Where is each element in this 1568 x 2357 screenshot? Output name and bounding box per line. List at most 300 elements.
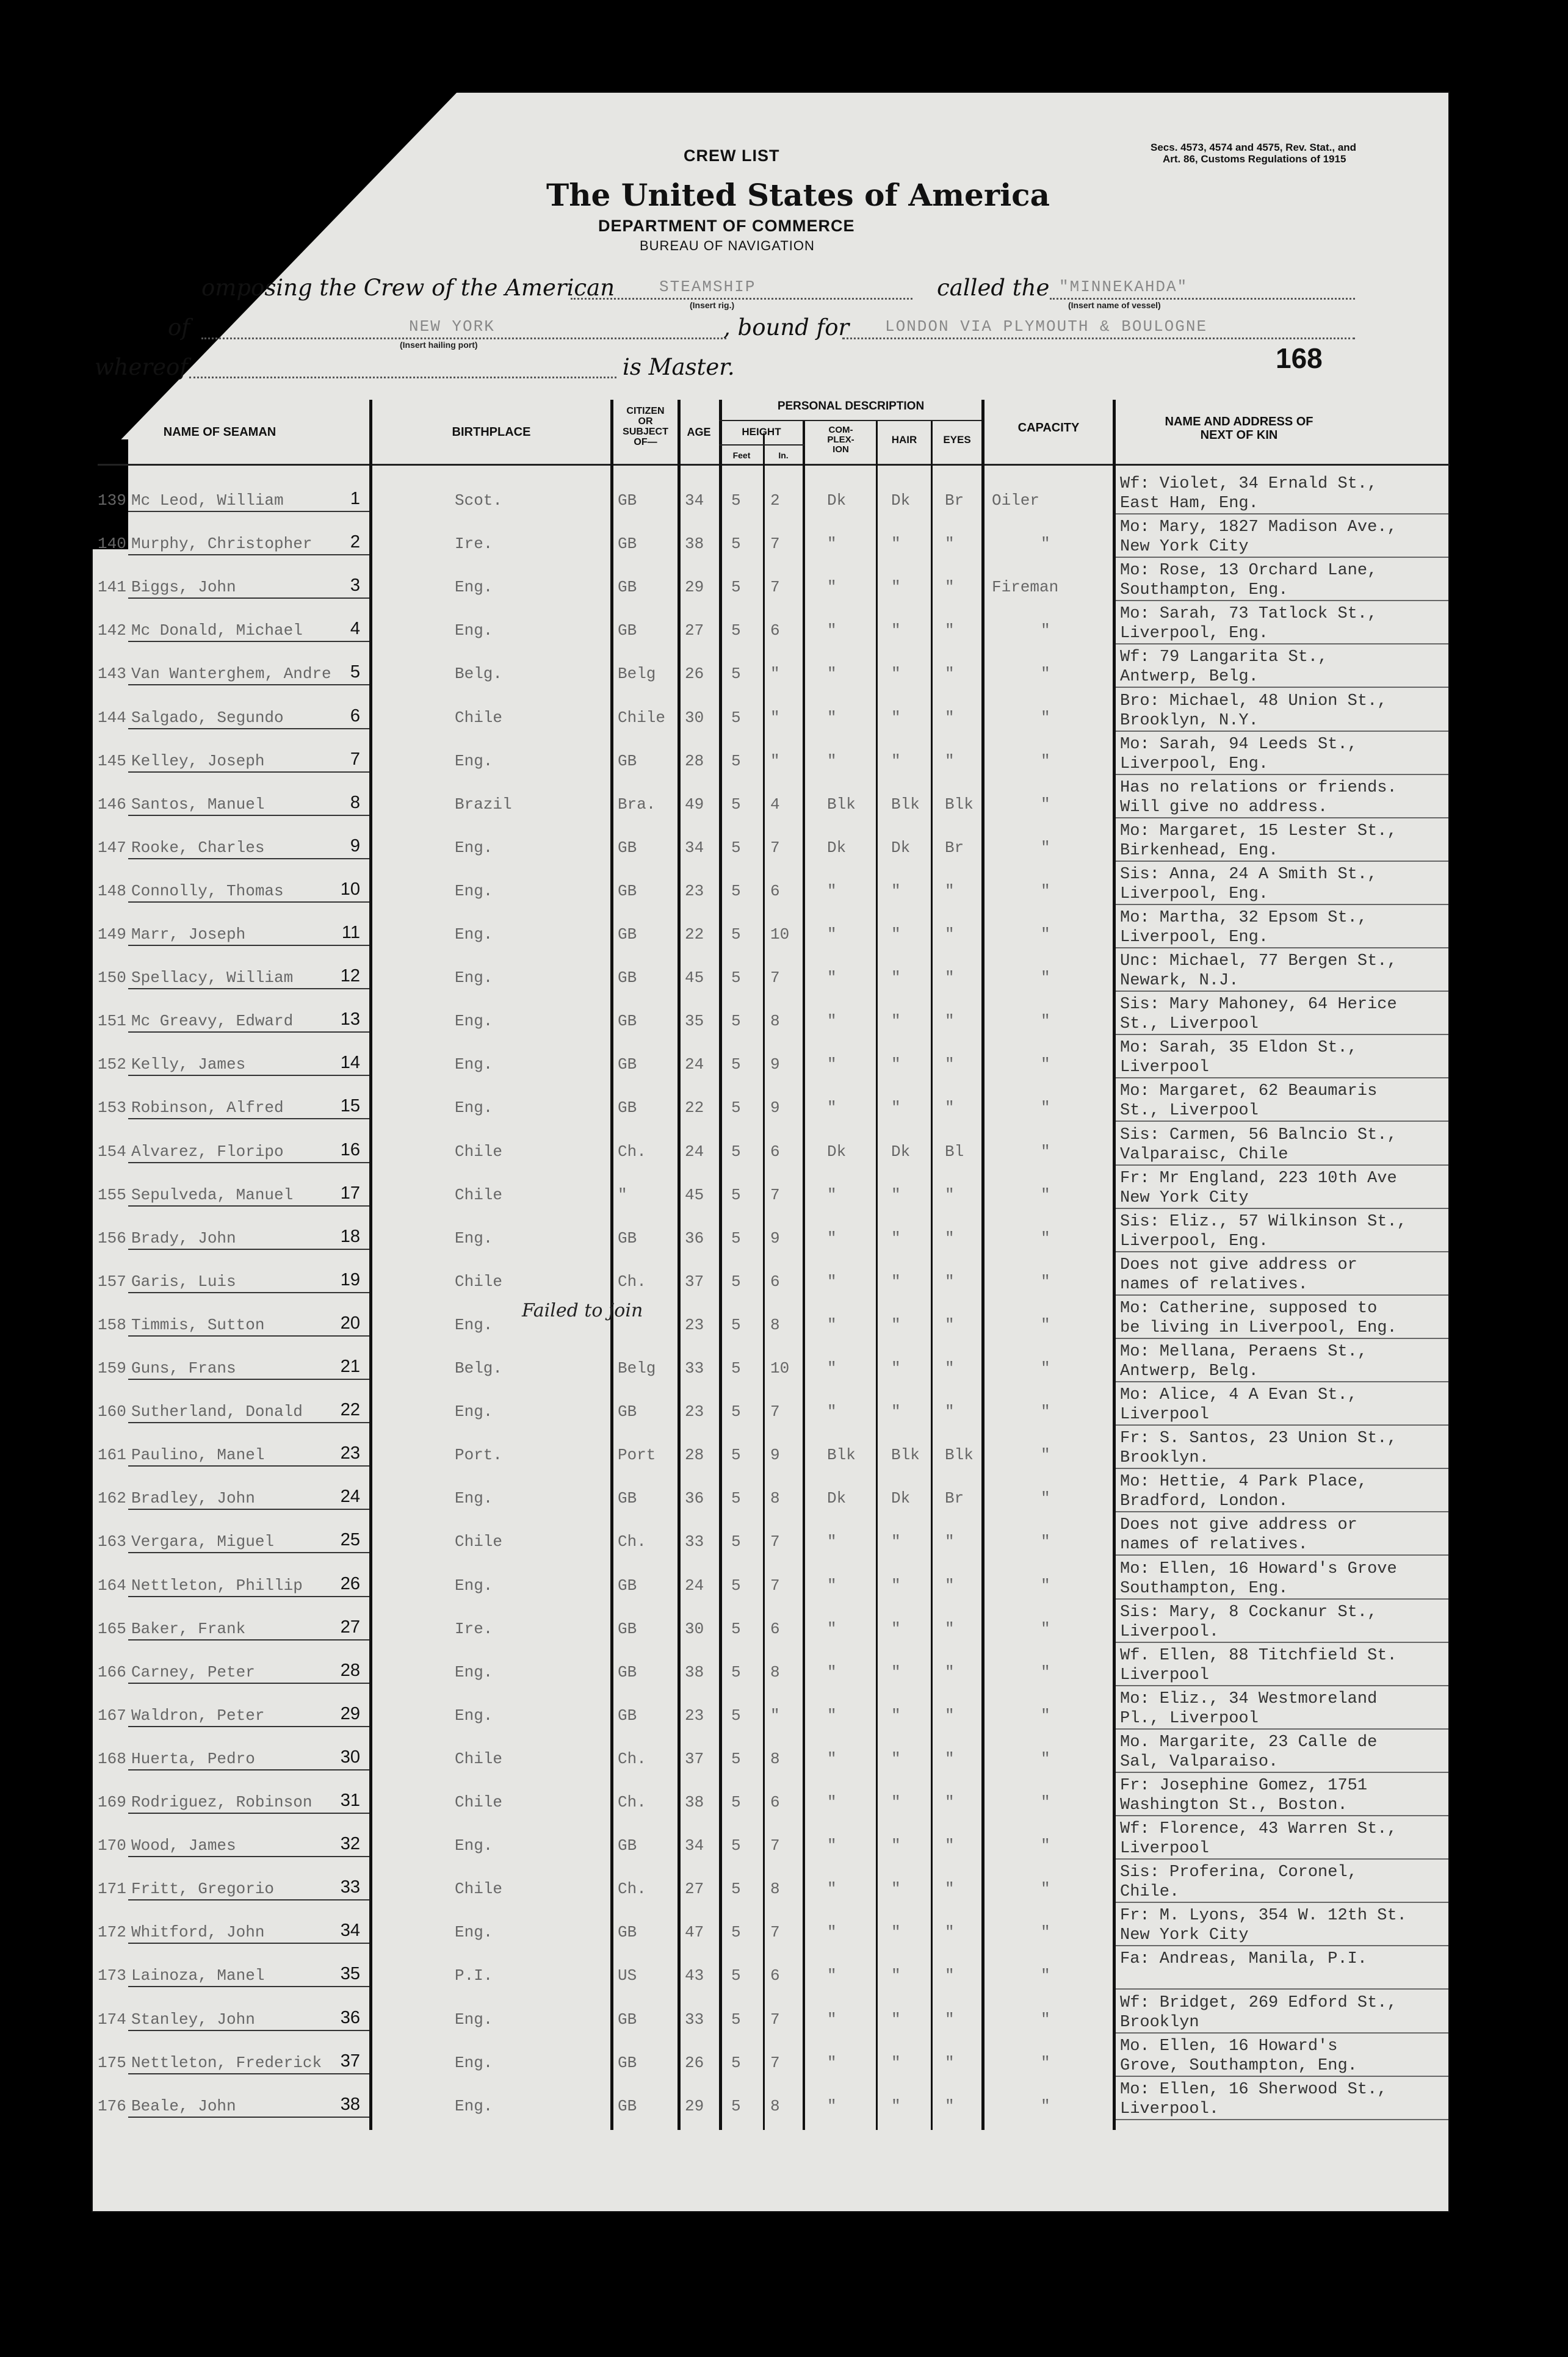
rig-underline <box>571 298 912 300</box>
height-inches: 8 <box>770 1880 780 1899</box>
height-feet: 5 <box>731 1793 741 1811</box>
eyes: " <box>945 1099 955 1117</box>
height-feet: 5 <box>731 1880 741 1899</box>
height-inches: 6 <box>770 1966 780 1985</box>
line3-master: is Master. <box>623 354 735 380</box>
citizen-of: Ch. <box>618 1272 646 1291</box>
hair: " <box>891 1532 901 1551</box>
kin-row-rule <box>1116 1945 1448 1946</box>
height-feet: 5 <box>731 1272 741 1291</box>
row-number: 8 <box>350 792 360 812</box>
birthplace: Port. <box>455 1446 503 1465</box>
age: 36 <box>685 1489 704 1508</box>
age: 23 <box>685 1402 704 1421</box>
row-rule <box>128 1683 369 1684</box>
height-feet: 5 <box>731 1315 741 1334</box>
birthplace: Chile <box>455 1880 503 1899</box>
age: 27 <box>685 1880 704 1899</box>
next-of-kin <box>1120 1689 1377 1728</box>
next-of-kin <box>1120 561 1377 600</box>
citizen-of: Ch. <box>618 1793 646 1811</box>
birthplace: Eng. <box>455 1012 493 1031</box>
seaman-name: Garis, Luis <box>131 1272 236 1291</box>
eyes: Br <box>945 491 964 510</box>
row-number: 17 <box>340 1183 360 1203</box>
citizen-of: GB <box>618 1402 637 1421</box>
birthplace: Ire. <box>455 535 493 554</box>
kin-1-line: Mo: Sarah, 73 Tatlock St., <box>1120 605 1378 624</box>
kin-2-line: Pl., Liverpool <box>1120 1709 1259 1728</box>
next-of-kin <box>1120 691 1387 731</box>
kin-1-line: Mo: Margaret, 15 Lester St., <box>1120 821 1397 840</box>
birthplace: Eng. <box>455 1576 493 1595</box>
capacity: " <box>1041 1619 1050 1638</box>
complexion: " <box>827 2053 837 2072</box>
row-rule <box>128 1899 369 1900</box>
birthplace: Eng. <box>455 1402 493 1421</box>
row-entry-number: 162 <box>98 1489 126 1508</box>
hair: " <box>891 1749 901 1768</box>
next-of-kin <box>1120 1212 1407 1251</box>
next-of-kin <box>1120 1038 1357 1077</box>
next-of-kin <box>1120 865 1377 904</box>
birthplace: Eng. <box>455 1706 493 1725</box>
kin-2-line: Will give no address. <box>1120 798 1328 817</box>
citizen-of: GB <box>618 1576 637 1595</box>
row-entry-number: 148 <box>98 881 126 900</box>
height-inches: 10 <box>770 925 790 944</box>
kin-1-line: Mo: Catherine, supposed to <box>1120 1299 1378 1318</box>
height-feet: 5 <box>731 1185 741 1204</box>
capacity: " <box>1041 665 1050 684</box>
line2-prefix: of <box>168 314 190 341</box>
height-feet: 5 <box>731 1402 741 1421</box>
hair: " <box>891 751 901 770</box>
birthplace: Belg. <box>455 1359 503 1377</box>
eyes: " <box>945 1923 955 1942</box>
row-entry-number: 154 <box>98 1142 126 1161</box>
height-inches: 9 <box>770 1446 780 1465</box>
kin-row-rule <box>1116 2119 1448 2120</box>
complexion: " <box>827 1619 837 1638</box>
kin-2-line: Newark, N.J. <box>1120 972 1239 991</box>
height-inches: " <box>770 708 780 727</box>
complexion: Blk <box>827 1446 856 1465</box>
kin-1-line: Fr: Mr England, 223 10th Ave <box>1120 1169 1397 1188</box>
citizen-of: GB <box>618 1229 637 1247</box>
birthplace: Eng. <box>455 838 493 857</box>
next-of-kin <box>1120 1429 1397 1468</box>
kin-row-rule <box>1116 1685 1448 1686</box>
next-of-kin <box>1120 1776 1367 1815</box>
kin-1-line: Does not give address or <box>1120 1255 1357 1274</box>
age: 28 <box>685 751 704 770</box>
height-feet: 5 <box>731 1012 741 1031</box>
birthplace: Ire. <box>455 1619 493 1638</box>
row-rule <box>128 1509 369 1510</box>
row-number: 5 <box>350 662 360 682</box>
hair: Blk <box>891 1446 920 1465</box>
height-feet: 5 <box>731 2010 741 2029</box>
seaman-name: Sutherland, Donald <box>131 1402 303 1421</box>
seaman-name: Biggs, John <box>131 578 236 597</box>
row-number: 26 <box>340 1573 360 1594</box>
next-of-kin <box>1120 908 1367 947</box>
height-inches: 10 <box>770 1359 790 1377</box>
complexion: " <box>827 1315 837 1334</box>
hair: " <box>891 1099 901 1117</box>
birthplace: Scot. <box>455 491 503 510</box>
complexion: Dk <box>827 1142 847 1161</box>
complexion: " <box>827 1012 837 1031</box>
complexion: " <box>827 1836 837 1855</box>
regs-line-2: Art. 86, Customs Regulations of 1915 <box>1163 153 1346 165</box>
height-inches: 6 <box>770 881 780 900</box>
capacity: " <box>1041 1489 1050 1508</box>
citizen-of: GB <box>618 535 637 554</box>
row-rule <box>128 1335 369 1337</box>
eyes: " <box>945 1706 955 1725</box>
row-entry-number: 145 <box>98 751 126 770</box>
kin-1-line: Mo: Mary, 1827 Madison Ave., <box>1120 518 1397 537</box>
row-entry-number: 153 <box>98 1099 126 1117</box>
capacity: " <box>1041 1012 1050 1031</box>
hair: " <box>891 2096 901 2115</box>
regulations-note <box>1151 142 1407 165</box>
birthplace: Eng. <box>455 1662 493 1681</box>
hair: " <box>891 1880 901 1899</box>
age: 22 <box>685 1099 704 1117</box>
kin-row-rule <box>1116 861 1448 862</box>
port-note: (Insert hailing port) <box>400 340 478 350</box>
row-rule <box>128 728 369 729</box>
height-feet: 5 <box>731 2053 741 2072</box>
birthplace: Chile <box>455 1142 503 1161</box>
row-entry-number: 163 <box>98 1532 126 1551</box>
age: 38 <box>685 1793 704 1811</box>
kin-2-line: Antwerp, Belg. <box>1120 668 1259 687</box>
citizen-of: GB <box>618 1923 637 1942</box>
row-number: 6 <box>350 706 360 726</box>
row-entry-number: 152 <box>98 1055 126 1074</box>
kin-2-line: Chile. <box>1120 1883 1180 1902</box>
height-inches: 6 <box>770 1142 780 1161</box>
next-of-kin <box>1120 1559 1397 1598</box>
row-rule <box>128 554 369 555</box>
citizen-of: Belg <box>618 665 656 684</box>
row-number: 28 <box>340 1660 360 1680</box>
row-number: 22 <box>340 1400 360 1420</box>
hair: " <box>891 1662 901 1681</box>
seaman-name: Mc Greavy, Edward <box>131 1012 294 1031</box>
capacity: Fireman <box>992 578 1059 597</box>
birthplace: Eng. <box>455 621 493 640</box>
kin-1-line: Mo. Margarite, 23 Calle de <box>1120 1733 1378 1752</box>
height-inches: 7 <box>770 2010 780 2029</box>
height-rule <box>719 444 804 446</box>
col-header-complexion <box>806 425 876 455</box>
capacity: " <box>1041 1446 1050 1465</box>
next-of-kin <box>1120 1125 1397 1164</box>
citizen-of: GB <box>618 621 637 640</box>
next-of-kin <box>1120 778 1397 817</box>
seaman-name: Van Wanterghem, Andre <box>131 665 331 684</box>
capacity: " <box>1041 535 1050 554</box>
complexion: " <box>827 1402 837 1421</box>
eyes: " <box>945 1272 955 1291</box>
eyes: " <box>945 925 955 944</box>
age: 23 <box>685 1315 704 1334</box>
capacity: " <box>1041 1706 1050 1725</box>
height-feet: 5 <box>731 1229 741 1247</box>
citizen-of: GB <box>618 1619 637 1638</box>
next-of-kin <box>1120 518 1397 557</box>
row-entry-number: 167 <box>98 1706 126 1725</box>
seaman-name: Timmis, Sutton <box>131 1315 265 1334</box>
height-feet: 5 <box>731 925 741 944</box>
row-rule <box>128 641 369 642</box>
kin-2-line: Liverpool. <box>1120 2099 1219 2118</box>
kin-2-line: Valparaisc, Chile <box>1120 1145 1288 1164</box>
row-number: 18 <box>340 1226 360 1246</box>
row-entry-number: 150 <box>98 969 126 987</box>
capacity: " <box>1041 2010 1050 2029</box>
capacity: " <box>1041 1055 1050 1074</box>
hair: Dk <box>891 1142 911 1161</box>
kin-2-line: Liverpool, Eng. <box>1120 754 1269 773</box>
next-of-kin <box>1120 474 1377 513</box>
next-of-kin <box>1120 648 1328 687</box>
citizen-of: " <box>618 1185 627 1204</box>
height-inches: " <box>770 751 780 770</box>
eyes: " <box>945 1662 955 1681</box>
birthplace: Belg. <box>455 665 503 684</box>
complexion: " <box>827 925 837 944</box>
row-number: 21 <box>340 1357 360 1376</box>
row-entry-number: 161 <box>98 1446 126 1465</box>
height-feet: 5 <box>731 1706 741 1725</box>
row-rule <box>128 988 369 989</box>
row-number: 16 <box>340 1139 360 1160</box>
height-feet: 5 <box>731 535 741 554</box>
col-header-hair: HAIR <box>891 434 917 446</box>
next-of-kin <box>1120 1255 1357 1294</box>
age: 33 <box>685 1359 704 1377</box>
col-header-personal: PERSONAL DESCRIPTION <box>777 400 925 413</box>
complexion: " <box>827 665 837 684</box>
citizen-of: GB <box>618 1012 637 1031</box>
height-inches: 9 <box>770 1055 780 1074</box>
row-number: 7 <box>350 749 360 769</box>
citizen-of: GB <box>618 969 637 987</box>
seaman-name: Baker, Frank <box>131 1619 246 1638</box>
kin-2-line: Grove, Southampton, Eng. <box>1120 2056 1357 2075</box>
department-title: DEPARTMENT OF COMMERCE <box>598 217 855 235</box>
height-feet: 5 <box>731 969 741 987</box>
height-feet: 5 <box>731 1142 741 1161</box>
citizen-of: GB <box>618 1706 637 1725</box>
seaman-name: Murphy, Christopher <box>131 535 313 554</box>
capacity: " <box>1041 1272 1050 1291</box>
citizen-of: Port <box>618 1446 656 1465</box>
kin-2-line: Birkenhead, Eng. <box>1120 841 1279 860</box>
seaman-name: Nettleton, Frederick <box>131 2053 322 2072</box>
next-of-kin <box>1120 1081 1377 1121</box>
crew-list-title: CREW LIST <box>684 146 780 165</box>
eyes: " <box>945 1619 955 1638</box>
row-number: 10 <box>340 879 360 899</box>
complexion: " <box>827 751 837 770</box>
height-inches: 7 <box>770 535 780 554</box>
row-rule <box>128 1205 369 1207</box>
kin-row-rule <box>1116 1424 1448 1426</box>
age: 24 <box>685 1142 704 1161</box>
kin-2-line: Liverpool, Eng. <box>1120 624 1269 643</box>
complexion: " <box>827 578 837 597</box>
kin-row-rule <box>1116 947 1448 948</box>
eyes: " <box>945 1402 955 1421</box>
seaman-name: Robinson, Alfred <box>131 1099 284 1117</box>
height-inches: 7 <box>770 969 780 987</box>
kin-2-line: names of relatives. <box>1120 1275 1308 1294</box>
complexion: " <box>827 1706 837 1725</box>
capacity: " <box>1041 1749 1050 1768</box>
citizen-of: GB <box>618 838 637 857</box>
seaman-name: Kelly, James <box>131 1055 246 1074</box>
seaman-name: Lainoza, Manel <box>131 1966 265 1985</box>
capacity: " <box>1041 1185 1050 1204</box>
birthplace: Eng. <box>455 751 493 770</box>
capacity: " <box>1041 1793 1050 1811</box>
col-divider-capacity <box>1113 400 1116 2130</box>
birthplace: P.I. <box>455 1966 493 1985</box>
birthplace: Eng. <box>455 2010 493 2029</box>
complexion: " <box>827 1749 837 1768</box>
master-underline <box>189 377 616 378</box>
hair: " <box>891 2053 901 2072</box>
hair: " <box>891 1402 901 1421</box>
hair: " <box>891 1706 901 1725</box>
kin-row-rule <box>1116 2032 1448 2034</box>
seaman-name: Guns, Frans <box>131 1359 236 1377</box>
kin-1-line: Wf: Bridget, 269 Edford St., <box>1120 1993 1397 2012</box>
row-entry-number: 140 <box>98 535 126 554</box>
row-number: 33 <box>340 1877 360 1897</box>
kin-1-line: Has no relations or friends. <box>1120 778 1397 797</box>
row-number: 35 <box>340 1964 360 1984</box>
height-inches: 8 <box>770 1012 780 1031</box>
row-rule <box>128 1118 369 1119</box>
capacity: " <box>1041 708 1050 727</box>
row-number: 20 <box>340 1313 360 1333</box>
row-entry-number: 159 <box>98 1359 126 1377</box>
row-entry-number: 149 <box>98 925 126 944</box>
kin-1-line: Sis: Mary Mahoney, 64 Herice <box>1120 995 1397 1014</box>
height-inches: 6 <box>770 621 780 640</box>
hair: " <box>891 2010 901 2029</box>
next-of-kin <box>1120 1515 1357 1554</box>
kin-2-line: Liverpool, Eng. <box>1120 928 1269 947</box>
birthplace: Eng. <box>455 1229 493 1247</box>
complexion: Dk <box>827 1489 847 1508</box>
age: 24 <box>685 1576 704 1595</box>
height-inches: 7 <box>770 1402 780 1421</box>
kin-2-line: Liverpool, Eng. <box>1120 1232 1269 1251</box>
row-entry-number: 151 <box>98 1012 126 1031</box>
col-divider-height <box>803 421 805 2130</box>
row-entry-number: 142 <box>98 621 126 640</box>
kin-2-line: New York City <box>1120 1188 1249 1207</box>
height-inches: " <box>770 665 780 684</box>
birthplace: Eng. <box>455 1055 493 1074</box>
seaman-name: Vergara, Miguel <box>131 1532 275 1551</box>
line3-prefix: whereof <box>95 354 188 380</box>
hair: " <box>891 1966 901 1985</box>
col-divider-complexion <box>876 421 878 2130</box>
destination-underline <box>842 337 1355 339</box>
height-inches: 8 <box>770 1662 780 1681</box>
row-entry-number: 155 <box>98 1185 126 1204</box>
hair: " <box>891 1012 901 1031</box>
row-number: 32 <box>340 1834 360 1854</box>
eyes: " <box>945 2010 955 2029</box>
kin-2-line: New York City <box>1120 1926 1249 1945</box>
col-header-citizen <box>613 406 677 447</box>
seaman-name: Spellacy, William <box>131 969 294 987</box>
kin-row-rule <box>1116 1815 1448 1816</box>
hair: " <box>891 969 901 987</box>
height-feet: 5 <box>731 1532 741 1551</box>
kin-1-line: Mo: Hettie, 4 Park Place, <box>1120 1473 1368 1492</box>
citizen-of: GB <box>618 1099 637 1117</box>
col-divider-hair <box>931 421 933 2130</box>
kin-row-rule <box>1116 1468 1448 1469</box>
next-of-kin <box>1120 1863 1357 1902</box>
birthplace: Chile <box>455 1749 503 1768</box>
height-feet: 5 <box>731 665 741 684</box>
complexion: Blk <box>827 795 856 814</box>
rig-value: STEAMSHIP <box>659 278 756 296</box>
age: 49 <box>685 795 704 814</box>
row-entry-number: 166 <box>98 1662 126 1681</box>
hair: " <box>891 708 901 727</box>
col-divider-citizen <box>677 400 681 2130</box>
row-entry-number: 168 <box>98 1749 126 1768</box>
kin-1-line: Mo: Ellen, 16 Howard's Grove <box>1120 1559 1397 1578</box>
row-rule <box>128 597 369 599</box>
hair: " <box>891 1055 901 1074</box>
kin-row-rule <box>1116 1772 1448 1773</box>
hair: Dk <box>891 1489 911 1508</box>
col-header-name: NAME OF SEAMAN <box>163 425 276 439</box>
complexion: " <box>827 1576 837 1595</box>
birthplace: Eng. <box>455 578 493 597</box>
capacity: " <box>1041 1966 1050 1985</box>
age: 23 <box>685 1706 704 1725</box>
kin-1-line: Mo. Ellen, 16 Howard's <box>1120 2037 1338 2056</box>
kin-2-line: Brooklyn. <box>1120 1449 1209 1468</box>
complexion: " <box>827 1099 837 1117</box>
seaman-name: Waldron, Peter <box>131 1706 265 1725</box>
row-rule <box>128 1813 369 1814</box>
row-rule <box>128 2030 369 2031</box>
kin-1-line: Sis: Mary, 8 Cockanur St., <box>1120 1603 1378 1622</box>
capacity: " <box>1041 1576 1050 1595</box>
hair: " <box>891 1185 901 1204</box>
next-of-kin <box>1120 1169 1397 1208</box>
row-rule <box>128 1856 369 1857</box>
kin-row-rule <box>1116 774 1448 775</box>
